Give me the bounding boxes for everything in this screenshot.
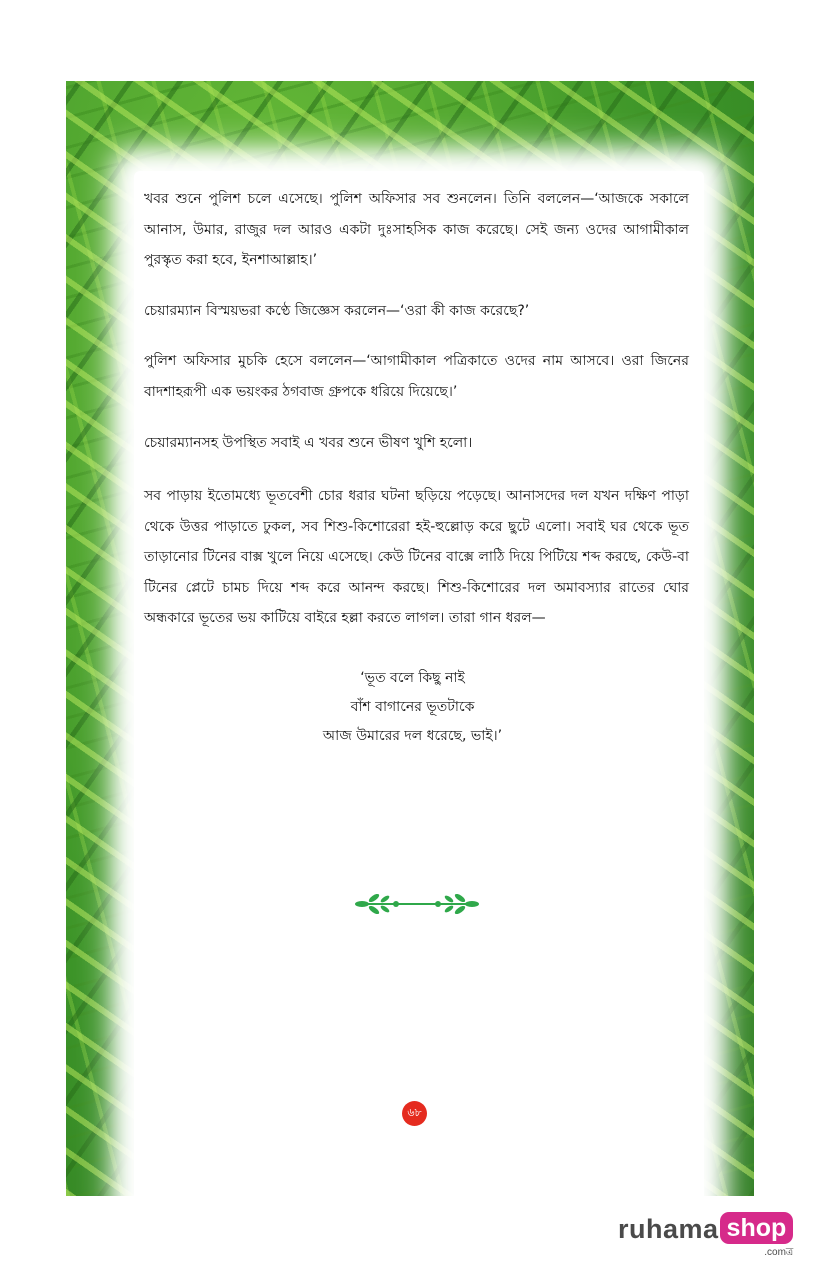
page-number: ৬৮	[402, 1101, 427, 1126]
brand-logo[interactable]	[618, 1212, 794, 1258]
brand-name: ruhama	[618, 1214, 719, 1244]
paragraph-1: খবর শুনে পুলিশ চলে এসেছে। পুলিশ অফিসার সব শুনলেন। তিনি বললেন—‘আজকে সকালে আনাস, উমার, রাজুর দল আরও একটা দুঃসাহসিক কাজ করেছে। সেই জন্য ওদের আগামীকাল পুরস্কৃত করা হবে, ইনশাআল্লাহ।’	[144, 191, 689, 268]
brand-shop-badge: shop	[720, 1212, 794, 1244]
leaf-divider-icon	[354, 893, 480, 915]
brand-domain: .comত্র	[764, 1247, 794, 1258]
poem-line-2: বাঁশ বাগানের ভূতটাকে	[350, 699, 475, 715]
paragraph-2: চেয়ারম্যান বিস্ময়ভরা কণ্ঠে জিজ্ঞেস করলেন—‘ওরা কী কাজ করেছে?’	[144, 303, 530, 319]
brand-shop-group	[720, 1212, 794, 1258]
poem	[200, 664, 625, 751]
paragraph-4: চেয়ারম্যানসহ উপস্থিত সবাই এ খবর শুনে ভীষণ খুশি হলো।	[144, 435, 473, 451]
paragraph-3: পুলিশ অফিসার মুচকি হেসে বললেন—‘আগামীকাল পত্রিকাতে ওদের নাম আসবে। ওরা জিনের বাদশাহরূপী এক ভয়ংকর ঠগবাজ গ্রুপকে ধরিয়ে দিয়েছে।’	[144, 353, 689, 400]
poem-line-1: ‘ভূত বলে কিছু নাই	[360, 670, 465, 686]
paragraph-5: সব পাড়ায় ইতোমধ্যে ভূতবেশী চোর ধরার ঘটনা ছড়িয়ে পড়েছে। আনাসদের দল যখন দক্ষিণ পাড়া থেকে উত্তর পাড়াতে ঢুকল, সব শিশু-কিশোরেরা হই-হুল্লোড় করে ছুটে এলো। সবাই ঘর থেকে ভূত তাড়ানোর টিনের বাক্স খুলে নিয়ে এসেছে। কেউ টিনের বাক্সে লাঠি দিয়ে পিটিয়ে শব্দ করছে, কেউ-বা টিনের প্লেটে চামচ দিয়ে শব্দ করে আনন্দ করছে। শিশু-কিশোরের দল অমাবস্যার রাতের ঘোর অন্ধকারে ভূতের ভয় কাটিয়ে বাইরে হল্লা করতে লাগল। তারা গান ধরল—	[144, 488, 689, 626]
poem-line-3: আজ উমারের দল ধরেছে, ভাই।’	[322, 728, 503, 744]
